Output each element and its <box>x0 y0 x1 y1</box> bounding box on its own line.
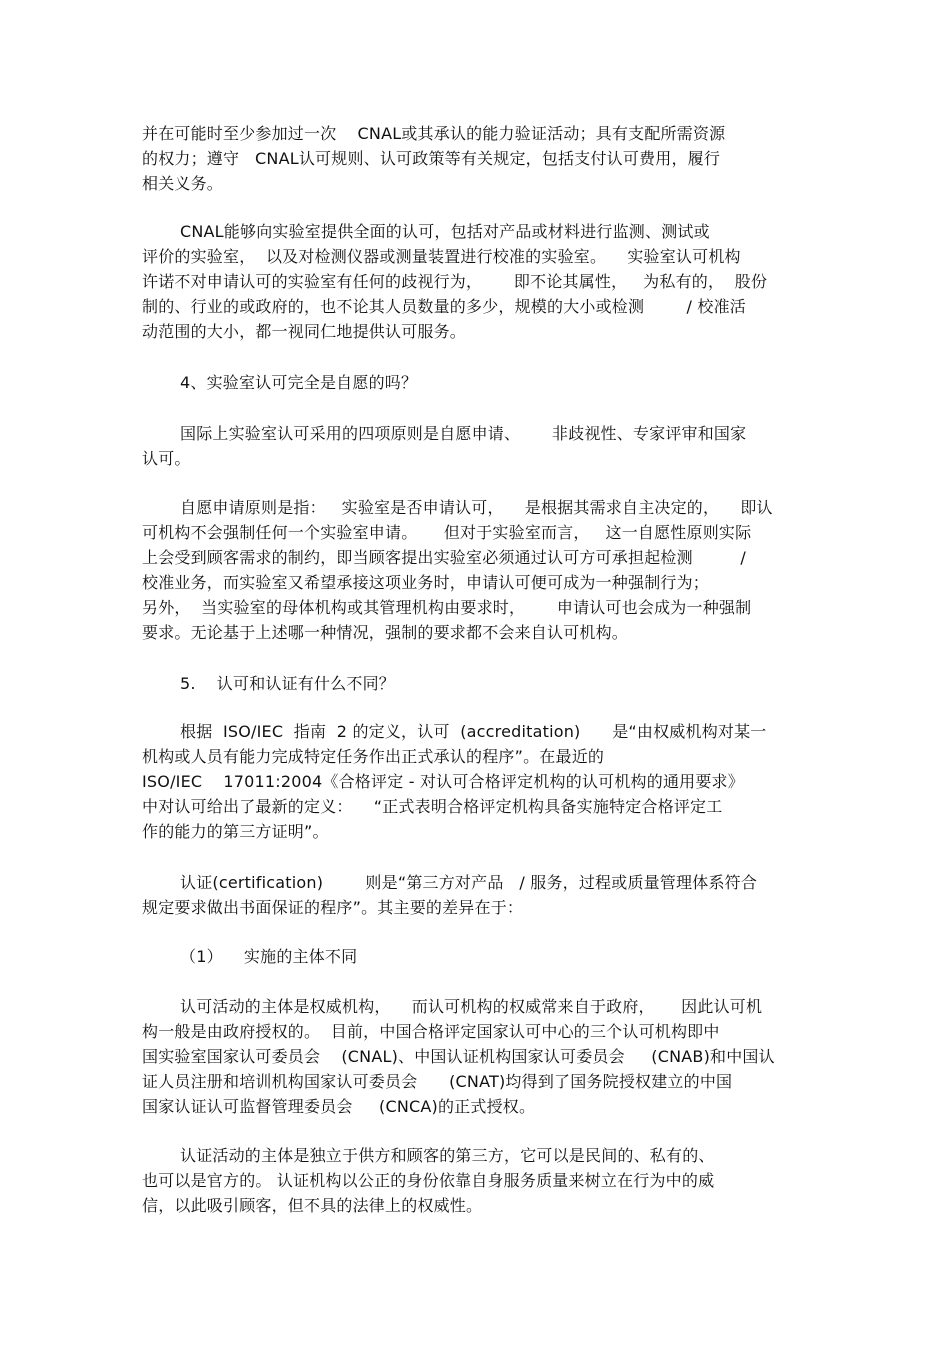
section-heading-5: 5. 认可和认证有什么不同？ <box>180 674 396 693</box>
paragraph-line: 动范围的大小，都一视同仁地提供认可服务。 <box>142 322 467 341</box>
paragraph-line: 认证活动的主体是独立于供方和顾客的第三方，它可以是民间的、私有的、 <box>180 1146 715 1165</box>
paragraph-line: 制的、行业的或政府的，也不论其人员数量的多少，规模的大小或检测 / 校准活 <box>142 297 746 316</box>
paragraph-line: 认证(certification) 则是“第三方对产品 / 服务，过程或质量管理体系符合 <box>180 873 758 892</box>
paragraph-line: 机构或人员有能力完成特定任务作出正式承认的程序”。在最近的 <box>142 747 605 766</box>
paragraph-line: 上会受到顾客需求的制约，即当顾客提出实验室必须通过认可方可承担起检测 / <box>142 548 746 567</box>
section-heading-4: 4、实验室认可完全是自愿的吗？ <box>180 373 418 392</box>
paragraph-line: ISO/IEC 17011:2004《合格评定 - 对认可合格评定机构的认可机构的通用要求》 <box>142 772 744 791</box>
paragraph-line: 校准业务，而实验室又希望承接这项业务时，申请认可便可成为一种强制行为； <box>142 573 710 592</box>
paragraph-line: 信，以此吸引顾客，但不具的法律上的权威性。 <box>142 1196 483 1215</box>
paragraph-line: 证人员注册和培训机构国家认可委员会 (CNAT)均得到了国务院授权建立的中国 <box>142 1072 733 1091</box>
paragraph-line: 并在可能时至少参加过一次 CNAL或其承认的能力验证活动；具有支配所需资源 <box>142 124 726 143</box>
paragraph-line: 相关义务。 <box>142 174 224 193</box>
paragraph-line: 的权力；遵守 CNAL认可规则、认可政策等有关规定，包括支付认可费用，履行 <box>142 149 721 168</box>
section-heading-subitem-1: （1） 实施的主体不同 <box>180 947 358 966</box>
paragraph-line: 根据 ISO/IEC 指南 2 的定义，认可 (accreditation) 是“由权威机构对某一 <box>180 722 767 741</box>
paragraph-line: 要求。无论基于上述哪一种情况，强制的要求都不会来自认可机构。 <box>142 623 629 642</box>
paragraph-line: 另外， 当实验室的母体机构或其管理机构由要求时， 申请认可也会成为一种强制 <box>142 598 752 617</box>
paragraph-line: 许诺不对申请认可的实验室有任何的歧视行为， 即不论其属性， 为私有的， 股份 <box>142 272 768 291</box>
paragraph-line: 认可。 <box>142 449 191 468</box>
paragraph-line: 自愿申请原则是指： 实验室是否申请认可， 是根据其需求自主决定的， 即认 <box>180 498 773 517</box>
paragraph-line: 构一般是由政府授权的。 目前，中国合格评定国家认可中心的三个认可机构即中 <box>142 1022 720 1041</box>
paragraph-line: 规定要求做出书面保证的程序”。其主要的差异在于： <box>142 898 524 917</box>
paragraph-line: 国家认证认可监督管理委员会 (CNCA)的正式授权。 <box>142 1097 536 1116</box>
paragraph-line: 认可活动的主体是权威机构， 而认可机构的权威常来自于政府， 因此认可机 <box>180 997 763 1016</box>
paragraph-line: 国际上实验室认可采用的四项原则是自愿申请、 非歧视性、专家评审和国家 <box>180 424 747 443</box>
paragraph-line: CNAL能够向实验室提供全面的认可，包括对产品或材料进行监测、测试或 <box>180 222 710 241</box>
paragraph-line: 国实验室国家认可委员会 (CNAL)、中国认证机构国家认可委员会 (CNAB)和中国认 <box>142 1047 775 1066</box>
paragraph-line: 中对认可给出了最新的定义： “正式表明合格评定机构具备实施特定合格评定工 <box>142 797 723 816</box>
paragraph-line: 也可以是官方的。 认证机构以公正的身份依靠自身服务质量来树立在行为中的威 <box>142 1171 715 1190</box>
paragraph-line: 作的能力的第三方证明”。 <box>142 822 329 841</box>
paragraph-line: 评价的实验室， 以及对检测仪器或测量装置进行校准的实验室。 实验室认可机构 <box>142 247 741 266</box>
paragraph-line: 可机构不会强制任何一个实验室申请。 但对于实验室而言， 这一自愿性原则实际 <box>142 523 752 542</box>
